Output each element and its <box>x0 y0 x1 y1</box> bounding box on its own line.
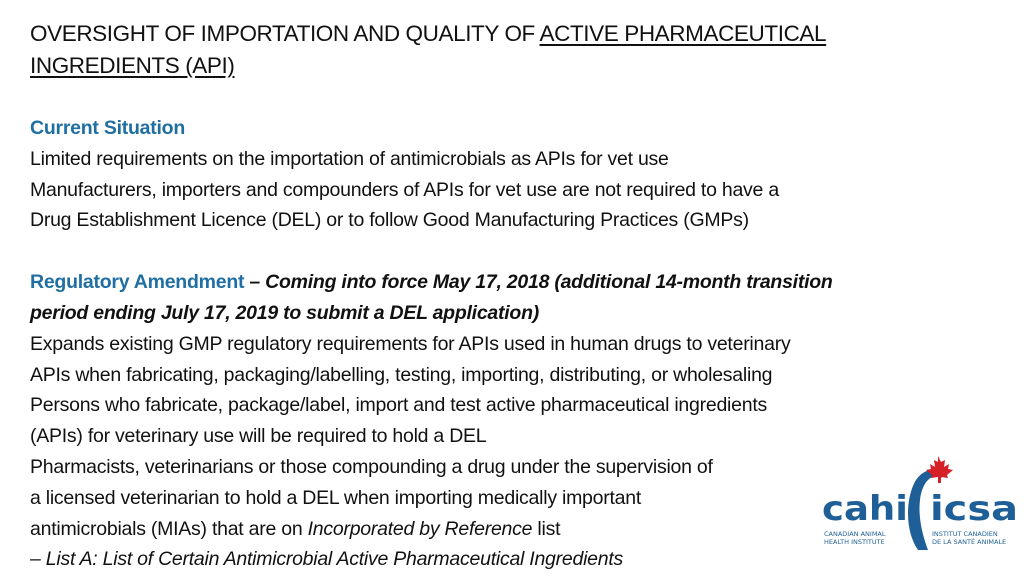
amendment-line-2: APIs when fabricating, packaging/labelling, testing, importing, distributing, or wholesaling <box>30 363 773 386</box>
logo-left-caption-1: CANADIAN ANIMAL <box>824 530 886 538</box>
title-underlined-1: ACTIVE PHARMACEUTICAL <box>539 21 827 46</box>
list-a-text: – List A: List of Certain Antimicrobial Active Pharmaceutical Ingredients <box>30 548 624 571</box>
mia-suffix: list <box>532 517 561 540</box>
title-underlined-2: INGREDIENTS (API) <box>30 53 235 78</box>
mia-prefix: antimicrobials (MIAs) that are on <box>30 517 308 540</box>
current-line-3: Drug Establishment Licence (DEL) or to follow Good Manufacturing Practices (GMPs) <box>30 209 749 232</box>
amendment-line-5: Pharmacists, veterinarians or those compounding a drug under the supervision of <box>30 455 713 478</box>
logo-left-word: cahi <box>822 489 908 529</box>
cahi-icsa-logo <box>820 452 1022 562</box>
current-line-2: Manufacturers, importers and compounders of APIs for vet use are not required to have a <box>30 178 779 201</box>
amendment-italic-1: Coming into force May 17, 2018 (additional 14-month transition <box>265 271 833 294</box>
mia-italic: Incorporated by Reference <box>307 517 533 540</box>
slide-title <box>30 18 990 82</box>
amendment-line-6: a licensed veterinarian to hold a DEL when importing medically important <box>30 486 642 509</box>
regulatory-amendment-heading: Regulatory Amendment <box>30 271 245 294</box>
title-prefix: OVERSIGHT OF IMPORTATION AND QUALITY OF <box>30 21 540 46</box>
logo-right-word: icsa <box>930 489 1018 529</box>
section-gap <box>30 236 1005 267</box>
logo-left-caption-2: HEALTH INSTITUTE <box>824 538 885 546</box>
maple-leaf-icon <box>926 456 953 483</box>
amendment-line-4: (APIs) for veterinary use will be required to hold a DEL <box>30 425 487 448</box>
amendment-line-3: Persons who fabricate, package/label, import and test active pharmaceutical ingredients <box>30 394 767 417</box>
amendment-line-1: Expands existing GMP regulatory requirements for APIs used in human drugs to veterinary <box>30 332 791 355</box>
current-line-1: Limited requirements on the importation of antimicrobials as APIs for vet use <box>30 147 669 170</box>
amendment-dash: – <box>244 271 266 294</box>
amendment-italic-2: period ending July 17, 2019 to submit a DEL application) <box>30 301 539 324</box>
amendment-heading-line <box>30 267 1005 298</box>
current-situation-heading: Current Situation <box>30 117 185 139</box>
logo-right-caption-2: DE LA SANTÉ ANIMALE <box>932 538 1007 546</box>
logo-right-caption-1: INSTITUT CANADIEN <box>932 530 998 538</box>
